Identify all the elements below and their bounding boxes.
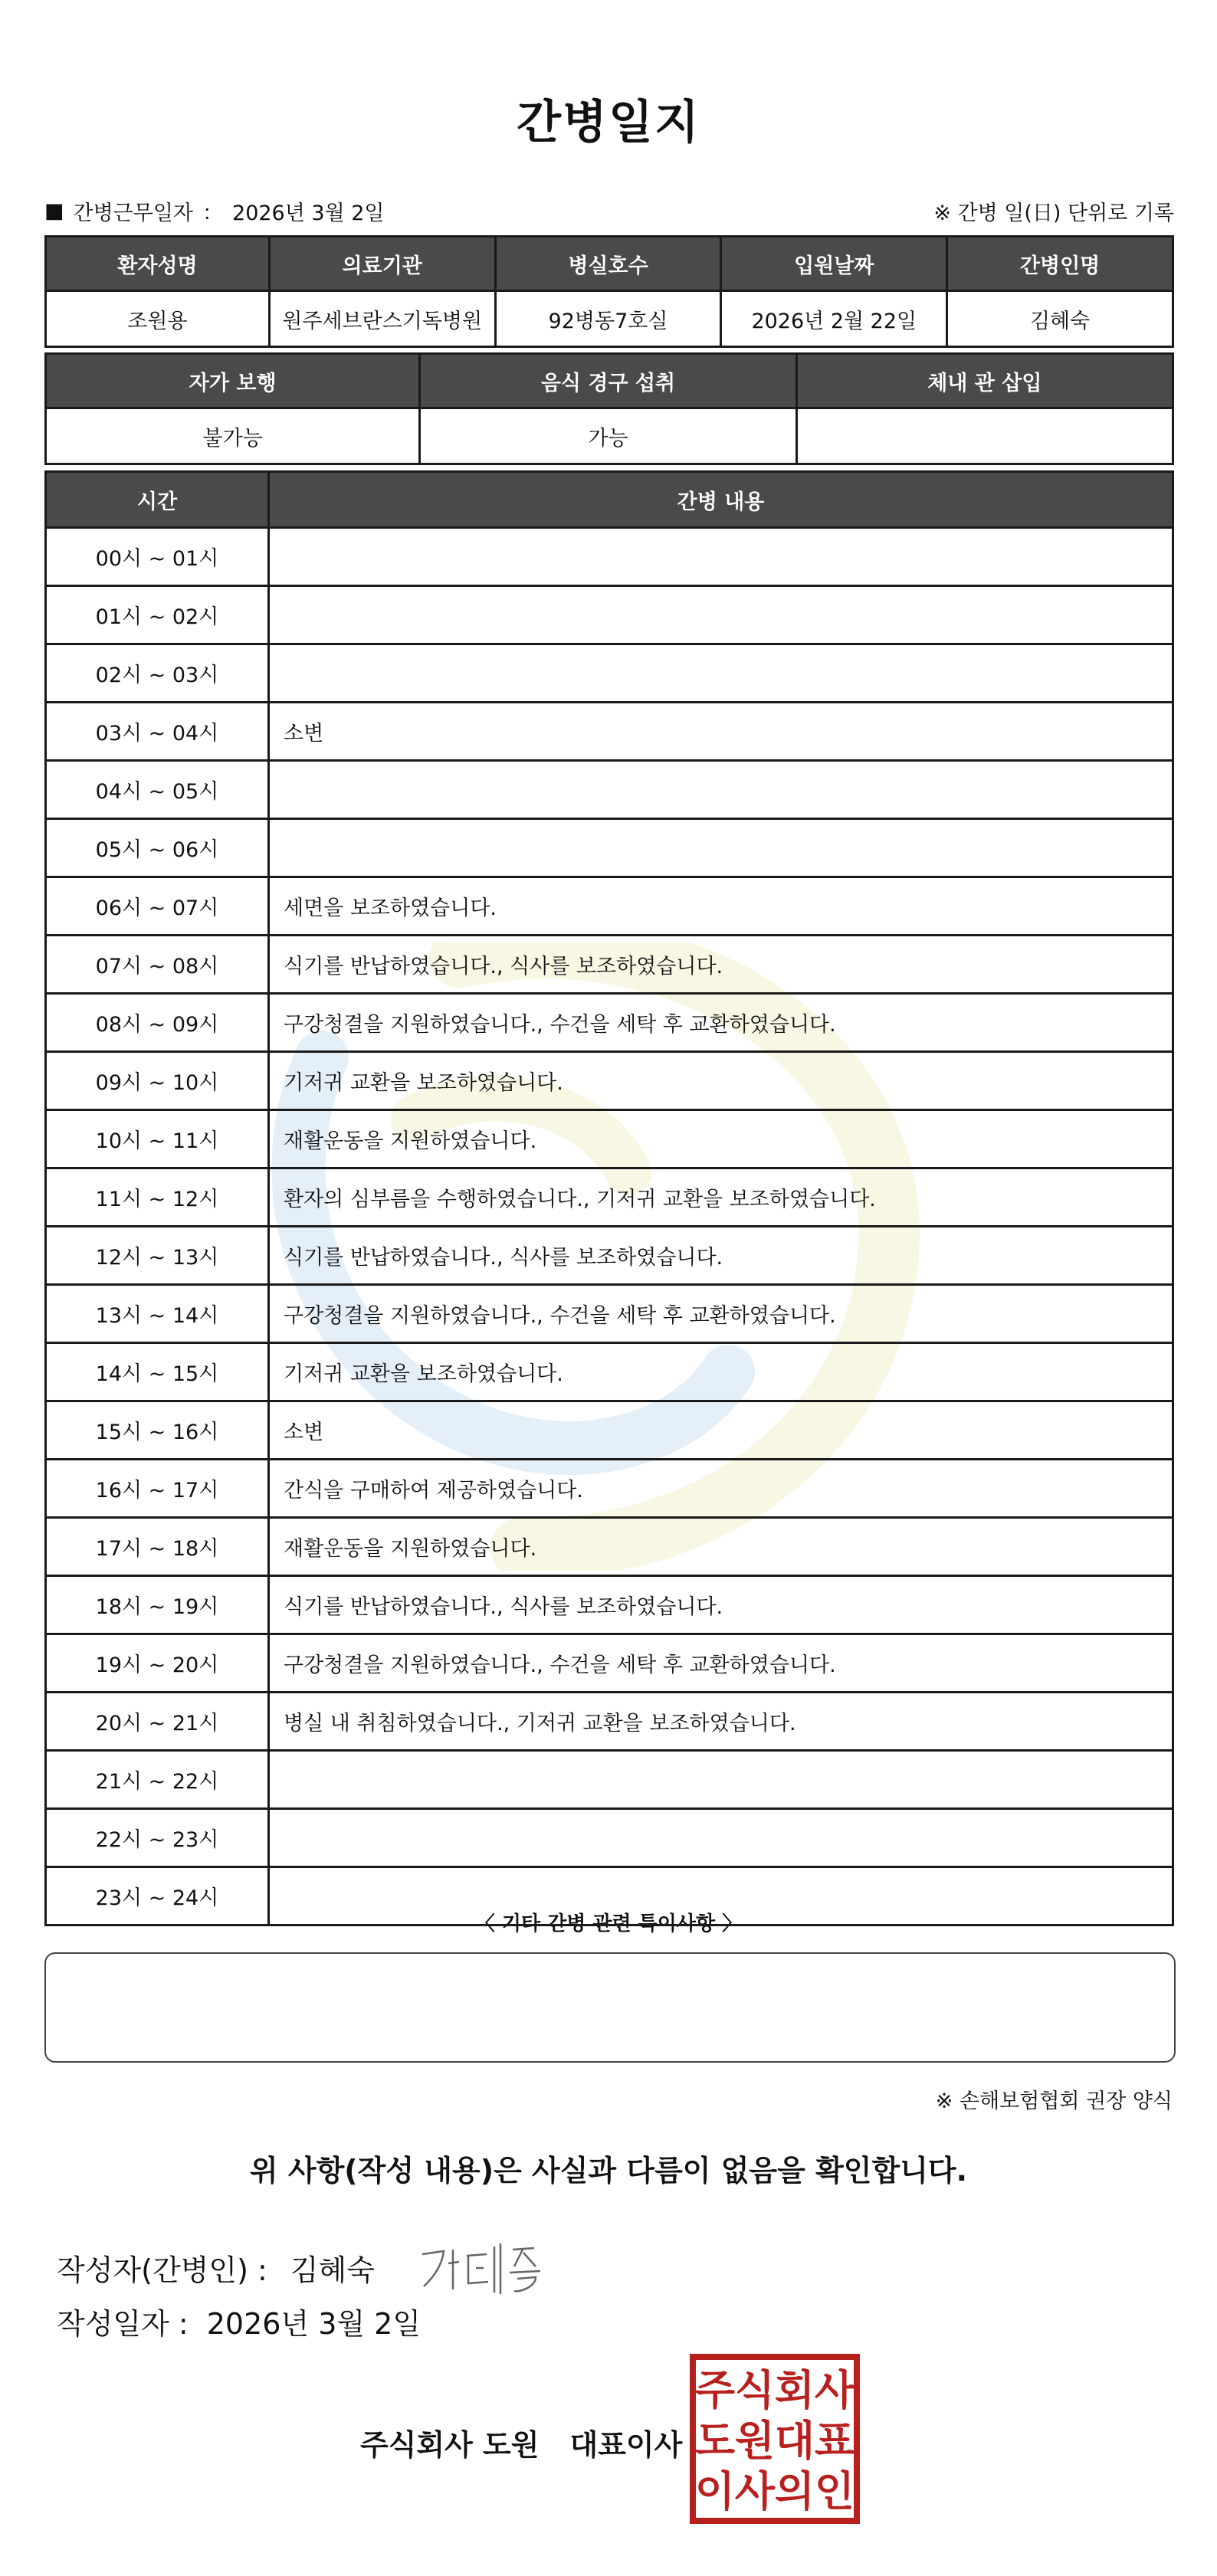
author-row — [57, 2233, 551, 2302]
written-date-row — [57, 2300, 421, 2342]
oral-intake-value: 가능 — [421, 409, 797, 465]
log-content — [270, 762, 1174, 820]
table-row — [44, 878, 1174, 936]
log-time: 20시 ~ 21시 — [44, 1693, 270, 1752]
unit-note: ※ 간병 일(日) 단위로 기록 — [933, 201, 1174, 225]
log-time: 11시 ~ 12시 — [44, 1169, 270, 1227]
notes-box — [44, 1952, 1176, 2063]
header-oral-intake: 음식 경구 섭취 — [421, 352, 797, 409]
company-seal-icon — [688, 2352, 861, 2525]
room-number: 92병동7호실 — [497, 292, 723, 348]
seal-character: 인 — [814, 2467, 855, 2515]
seal-character: 식 — [734, 2366, 776, 2414]
company-role: 대표이사 — [569, 2428, 683, 2462]
header-room: 병실호수 — [497, 235, 723, 292]
form-source-note: ※ 손해보험협회 권장 양식 — [935, 2089, 1173, 2113]
table-row — [44, 936, 1174, 995]
confirmation-statement: 위 사항(작성 내용)은 사실과 다름이 없음을 확인합니다. — [249, 2154, 968, 2188]
log-time: 01시 ~ 02시 — [44, 587, 270, 645]
log-time: 07시 ~ 08시 — [44, 936, 270, 995]
log-content — [270, 529, 1174, 587]
table-row — [44, 1577, 1174, 1635]
work-date-label: 간병근무일자 — [73, 201, 194, 225]
log-time: 08시 ~ 09시 — [44, 995, 270, 1053]
table-row — [44, 1169, 1174, 1227]
header-tube-insertion: 체내 관 삽입 — [798, 352, 1174, 409]
table-row — [44, 762, 1174, 820]
log-time: 19시 ~ 20시 — [44, 1635, 270, 1693]
log-content: 세면을 보조하였습니다. — [270, 878, 1174, 936]
caregiver-name: 김혜숙 — [948, 292, 1174, 348]
log-content — [270, 645, 1174, 703]
written-date-label: 작성일자 : — [57, 2307, 189, 2341]
log-content: 간식을 구매하여 제공하였습니다. — [270, 1460, 1174, 1519]
table-row — [44, 1635, 1174, 1693]
table-row — [44, 529, 1174, 587]
table-row — [44, 1402, 1174, 1460]
seal-character: 도 — [694, 2417, 736, 2465]
log-time: 22시 ~ 23시 — [44, 1810, 270, 1868]
company-name: 주식회사 도원 — [360, 2428, 540, 2462]
header-admission-date: 입원날짜 — [722, 235, 948, 292]
log-content — [270, 587, 1174, 645]
table-row — [44, 1227, 1174, 1286]
log-content: 환자의 심부름을 수행하였습니다., 기저귀 교환을 보조하였습니다. — [270, 1169, 1174, 1227]
header-time: 시간 — [44, 470, 270, 529]
table-row — [44, 1111, 1174, 1169]
company-signature — [360, 2421, 682, 2463]
log-time: 04시 ~ 05시 — [44, 762, 270, 820]
log-content — [270, 1868, 1174, 1926]
log-time: 18시 ~ 19시 — [44, 1577, 270, 1635]
seal-character: 사 — [734, 2467, 776, 2515]
table-row — [44, 1344, 1174, 1402]
table-row — [44, 1053, 1174, 1111]
notes-title: 〈 기타 간병 관련 특이사항 〉 — [474, 1912, 743, 1935]
seal-character: 회 — [774, 2366, 815, 2414]
header-hospital: 의료기관 — [271, 235, 497, 292]
log-time: 10시 ~ 11시 — [44, 1111, 270, 1169]
log-time: 15시 ~ 16시 — [44, 1402, 270, 1460]
log-time: 23시 ~ 24시 — [44, 1868, 270, 1926]
log-content — [270, 820, 1174, 878]
log-content: 소변 — [270, 1402, 1174, 1460]
seal-character: 의 — [774, 2467, 815, 2515]
log-time: 21시 ~ 22시 — [44, 1752, 270, 1810]
hospital: 원주세브란스기독병원 — [271, 292, 497, 348]
log-time: 14시 ~ 15시 — [44, 1344, 270, 1402]
table-row — [44, 1693, 1174, 1752]
header-care-content: 간병 내용 — [270, 470, 1174, 529]
table-row — [44, 995, 1174, 1053]
log-content: 기저귀 교환을 보조하였습니다. — [270, 1344, 1174, 1402]
work-date-separator: ： — [202, 201, 224, 225]
work-date-value: 2026년 3월 2일 — [232, 201, 385, 225]
log-time: 06시 ~ 07시 — [44, 878, 270, 936]
log-time: 13시 ~ 14시 — [44, 1286, 270, 1344]
table-row — [44, 1286, 1174, 1344]
log-content: 기저귀 교환을 보조하였습니다. — [270, 1053, 1174, 1111]
seal-character: 원 — [734, 2417, 776, 2465]
header-caregiver: 간병인명 — [948, 235, 1174, 292]
table-row — [44, 703, 1174, 762]
log-time: 05시 ~ 06시 — [44, 820, 270, 878]
seal-character: 주 — [694, 2366, 736, 2414]
seal-character: 표 — [814, 2417, 855, 2465]
work-date — [44, 196, 385, 226]
table-row — [44, 1460, 1174, 1519]
table-row — [44, 1868, 1174, 1926]
handwritten-signature — [413, 2233, 551, 2302]
patient-name: 조원용 — [44, 292, 271, 348]
table-row — [44, 1752, 1174, 1810]
written-date-value: 2026년 3월 2일 — [206, 2307, 422, 2341]
seal-character: 이 — [694, 2467, 736, 2515]
black-square-icon: ■ — [44, 198, 64, 223]
patient-info-table — [44, 235, 1174, 348]
log-content: 재활운동을 지원하였습니다. — [270, 1111, 1174, 1169]
log-time: 03시 ~ 04시 — [44, 703, 270, 762]
meta-row — [44, 195, 1174, 226]
log-content: 식기를 반납하였습니다., 식사를 보조하였습니다. — [270, 1577, 1174, 1635]
log-time: 09시 ~ 10시 — [44, 1053, 270, 1111]
log-content — [270, 1752, 1174, 1810]
log-content: 재활운동을 지원하였습니다. — [270, 1519, 1174, 1577]
log-content: 식기를 반납하였습니다., 식사를 보조하였습니다. — [270, 936, 1174, 995]
log-time: 02시 ~ 03시 — [44, 645, 270, 703]
seal-character: 사 — [814, 2366, 855, 2414]
log-content: 구강청결을 지원하였습니다., 수건을 세탁 후 교환하였습니다. — [270, 995, 1174, 1053]
seal-character: 대 — [774, 2417, 815, 2465]
table-row — [44, 1519, 1174, 1577]
admission-date: 2026년 2월 22일 — [722, 292, 948, 348]
document-title: 간병일지 — [517, 96, 700, 149]
log-content: 구강청결을 지원하였습니다., 수건을 세탁 후 교환하였습니다. — [270, 1635, 1174, 1693]
log-content — [270, 1810, 1174, 1868]
author-label: 작성자(간병인) : — [57, 2253, 267, 2287]
log-content: 구강청결을 지원하였습니다., 수건을 세탁 후 교환하였습니다. — [270, 1286, 1174, 1344]
table-row — [44, 820, 1174, 878]
table-row — [44, 645, 1174, 703]
log-time: 17시 ~ 18시 — [44, 1519, 270, 1577]
log-time: 12시 ~ 13시 — [44, 1227, 270, 1286]
care-status-table — [44, 352, 1174, 465]
log-time: 00시 ~ 01시 — [44, 529, 270, 587]
table-row — [44, 587, 1174, 645]
tube-insertion-value — [798, 409, 1174, 465]
log-content: 식기를 반납하였습니다., 식사를 보조하였습니다. — [270, 1227, 1174, 1286]
table-row — [44, 1810, 1174, 1868]
care-log-rows — [44, 529, 1174, 1926]
log-time: 16시 ~ 17시 — [44, 1460, 270, 1519]
header-self-walking: 자가 보행 — [44, 352, 421, 409]
self-walking-value: 불가능 — [44, 409, 421, 465]
author-name: 김혜숙 — [290, 2253, 375, 2287]
header-patient-name: 환자성명 — [44, 235, 271, 292]
care-log-table — [44, 470, 1174, 1926]
log-content: 소변 — [270, 703, 1174, 762]
log-content: 병실 내 취침하였습니다., 기저귀 교환을 보조하였습니다. — [270, 1693, 1174, 1752]
